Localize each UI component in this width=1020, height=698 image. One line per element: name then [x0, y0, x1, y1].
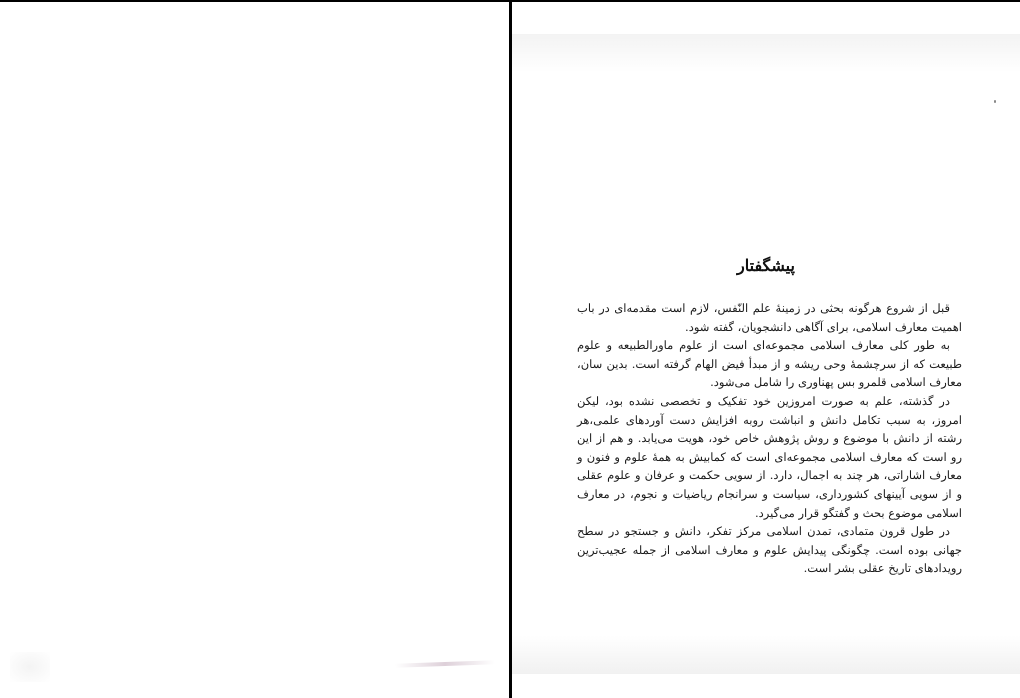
body-text [577, 299, 962, 578]
page-title: پیشگفتار [737, 256, 795, 275]
scan-margin-top [512, 2, 1020, 34]
scan-speck [994, 100, 996, 103]
scan-margin-bottom [512, 674, 1020, 698]
paragraph: به طور کلی معارف اسلامی مجموعه‌ای است از علوم ماورالطبیعه و علوم طبیعت که از سرچشمهٔ وحی ریشه و از مبدأ فیض الهام گرفته است. بدین سان، معارف اسلامی قلمرو بس پهناوری را شامل می‌شود. [577, 338, 962, 390]
paragraph: در طول قرون متمادی، تمدن اسلامی مرکز تفکر، دانش و جستجو در سطح جهانی بوده است. چگونگی پیدایش علوم و معارف اسلامی از جمله عجیب‌ترین رویدادهای تاریخ عقلی بشر است. [577, 524, 962, 576]
paragraph: قبل از شروع هرگونه بحثی در زمینهٔ علم النّفس، لازم است مقدمه‌ای در باب اهمیت معارف اسلامی، برای آگاهی دانشجویان، گفته شود. [577, 301, 962, 334]
right-page [512, 2, 1020, 698]
paragraph: در گذشته، علم به صورت امروزین خود تفکیک و تخصصی نشده بود، لیکن امروز، به سبب تکامل دانش و انباشت روبه افزایش دست آوردهای علمی،هر رشته از دانش با موضوع و روش پژوهش خاص خود، هویت می‌یابد. و هم از این رو است که معارف اسلامی مجموعه‌ای است که کمابیش به همهٔ علوم و فنون و معارف اشاراتی، هر چند به اجمال، دارد. از سویی حکمت و عرفان و علوم عقلی و از سویی آیینهای کشورداری، سیاست و سرانجام ریاضیات و نجوم، در معارف اسلامی موضوع بحث و گفتگو قرار می‌گیرد. [577, 393, 962, 520]
scan-mark [395, 660, 495, 667]
left-page-blank [0, 2, 509, 698]
scan-smudge [10, 652, 50, 682]
